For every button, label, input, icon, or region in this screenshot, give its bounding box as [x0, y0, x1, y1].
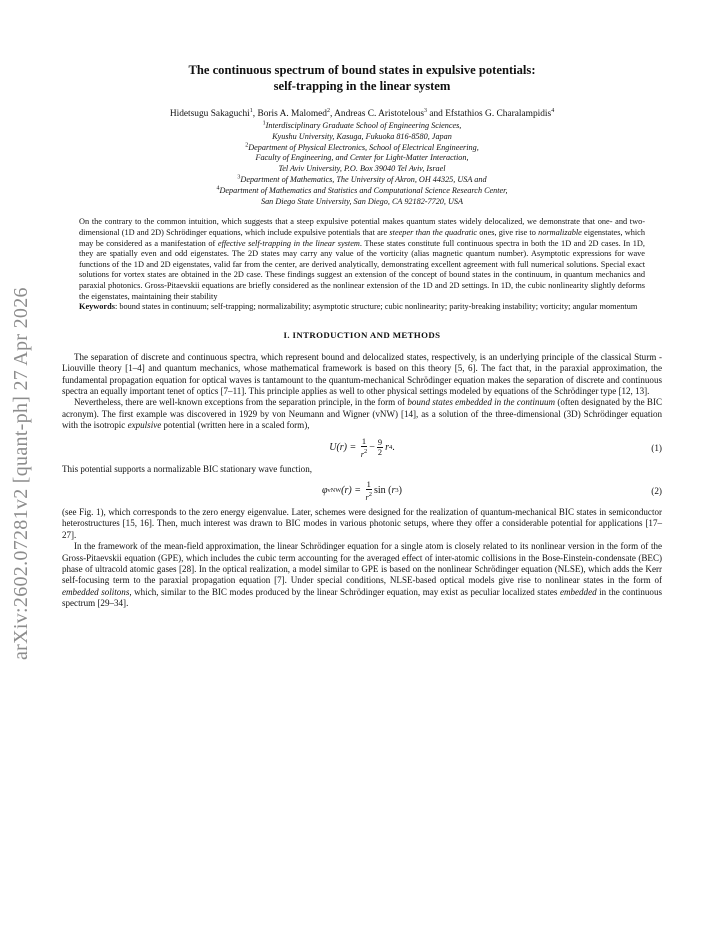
- abstract-text-1: On the contrary to the common intuition, which suggests that a steep expulsive potential makes quantum states widely delocalized, we demonstrate that one- and two-dimensional (1D and 2D) Schrödinger equations, which include expulsive potentials that are: [79, 217, 645, 237]
- affiliation-1-line-2: Kyushu University, Kasuga, Fukuoka 816-8580, Japan: [272, 131, 452, 141]
- eq2-close-paren: ): [398, 485, 403, 497]
- affiliations: [62, 121, 662, 207]
- equation-2: [62, 477, 662, 505]
- paragraph-3: This potential supports a normalizable BIC stationary wave function,: [62, 463, 312, 474]
- eq1-frac2-numerator: 9: [377, 438, 383, 448]
- paragraph-5-text-2: NLSE-based optical models give rise to nonlinear states in the form of: [389, 575, 663, 586]
- author-1: Hidetsugu Sakaguchi: [169, 109, 250, 119]
- author-2: , Boris A. Malomed: [252, 109, 327, 119]
- author-3-affil: 3: [423, 107, 427, 114]
- paper-page: [62, 62, 662, 610]
- eq1-frac1-den-var: r: [360, 449, 365, 459]
- affiliation-2-line-1: Department of Physical Electronics, School of Electrical Engineering,: [248, 142, 479, 152]
- eq1-minus: −: [369, 442, 375, 454]
- paragraph-2-emphasis-2: expulsive: [127, 420, 162, 431]
- eq2-frac-den-var: r: [365, 492, 369, 502]
- keywords: [79, 302, 645, 313]
- eq1-frac1-den-exp: 2: [364, 447, 368, 455]
- paragraph-2-emphasis-1: bound states embedded in the continuum: [407, 397, 556, 408]
- eq1-fraction-2: [377, 438, 383, 457]
- affiliation-2-marker: 2: [245, 141, 249, 148]
- affiliation-1-marker: 1: [262, 120, 266, 127]
- eq1-r: r: [385, 442, 390, 454]
- keywords-text: : bound states in continuum; self-trapping; normalizability; asymptotic structure; cubic nonlinearity; parity-breaking instability; vorticity; angular momentum: [114, 302, 638, 312]
- equation-2-number: (2): [651, 485, 662, 496]
- affiliation-2-line-2: Faculty of Engineering, and Center for Light-Matter Interaction,: [255, 153, 469, 163]
- title-line-1: The continuous spectrum of bound states in expulsive potentials:: [188, 63, 536, 77]
- eq2-fraction: [365, 480, 372, 502]
- author-3: , Andreas C. Aristotelous: [329, 109, 424, 119]
- author-1-affil: 1: [249, 107, 253, 114]
- affiliation-3: [62, 175, 662, 186]
- eq2-frac-den-exp: 2: [368, 491, 372, 499]
- affiliation-3-line-1: Department of Mathematics, The University of Akron, OH 44325, USA and: [240, 174, 487, 184]
- affiliation-4-line-2: San Diego State University, San Diego, CA 92182-7720, USA: [260, 196, 463, 206]
- abstract-emphasis-3: effective self-trapping in the linear system: [217, 238, 360, 248]
- arxiv-identifier: arXiv:2602.07281v2 [quant-ph] 27 Apr 2026: [10, 287, 32, 660]
- eq2-open-paren: (: [388, 485, 392, 497]
- author-4-affil: 4: [551, 107, 555, 114]
- eq1-lhs: U(r) =: [329, 442, 357, 454]
- equation-1-number: (1): [651, 442, 662, 453]
- title-line-2: self-trapping in the linear system: [273, 79, 451, 93]
- paragraph-5-text-3: , which, similar to the BIC modes produced by the linear Schrödinger equation, may exist as peculiar localized states: [129, 586, 560, 597]
- author-list: [62, 108, 662, 120]
- eq2-frac-denominator: [365, 490, 372, 502]
- eq1-frac1-numerator: 1: [361, 436, 367, 446]
- affiliation-1: [62, 121, 662, 132]
- eq2-sin: sin: [374, 485, 386, 497]
- affiliation-2-line-3: Tel Aviv University, P.O. Box 39040 Tel Aviv, Israel: [278, 164, 446, 174]
- affiliation-3-marker: 3: [237, 174, 241, 181]
- author-4: and Efstathios G. Charalampidis: [426, 109, 552, 119]
- paragraph-2-text-1: Nevertheless, there are well-known exceptions from the separation principle, in the form of: [74, 397, 408, 408]
- paragraph-1: The separation of discrete and continuous spectra, which represent bound and delocalized states, respectively, is an underlying principle of the classical Sturm - Liouville theory [1–4] and quantum mechanics, whose mathematical framework is based on this theory [5, 6]. The fact that, in the paraxial approximation, the fundamental propagation equation for optical waves is tantamount to the quantum-mechanical Schrödinger equation makes the separation of discrete and continuous spectra an equally important tenet of optics [7–11]. This principle applies as well to other physical settings modeled by equations of the Schrödinger type [12, 13].: [62, 351, 662, 396]
- abstract-emphasis-1: steeper than the quadratic: [389, 227, 478, 237]
- paragraph-5-text: In the framework of the mean-field approximation, the linear Schrödinger equation for a single atom is closely related to its nonlinear version in the form of the Gross-Pitaevskii equation (GPE), which includes the cubic term accounting for the averaged effect of inter-atomic collisions in the Bose-Einstein-condensate (BEC) phase of ultracold atomic gases [28]. In the optical realization, a model similar to GPE is based on the nonlinear Schrödinger equation (NLSE), which adds the Kerr self-focusing term to the paraxial propagation equation [7]. Under special conditions,: [62, 541, 662, 586]
- eq2-phi-subscript: vNW: [327, 487, 342, 495]
- eq1-r-exp: 4: [389, 444, 393, 452]
- eq1-frac1-denominator: [361, 447, 368, 459]
- affiliation-1-line-1: Interdisciplinary Graduate School of Engineering Sciences,: [265, 121, 462, 130]
- eq1-fraction-1: [361, 437, 368, 459]
- section-heading: I. INTRODUCTION AND METHODS: [283, 329, 441, 340]
- author-2-affil: 2: [326, 107, 330, 114]
- abstract: [79, 217, 645, 302]
- affiliation-4-line-1: Department of Mathematics and Statistics and Computational Science Research Center,: [219, 185, 508, 195]
- paragraph-2-text-2: (often designated by the BIC acronym). The first example was discovered in 1929 by von Neumann and Wigner (vNW) [14], as a solution of the three-dimensional (3D) Schrödinger equation with the isotropic: [62, 397, 662, 431]
- eq2-arg-var: r: [391, 485, 396, 497]
- affiliation-4: [62, 186, 662, 197]
- abstract-emphasis-2: normalizable: [538, 227, 582, 237]
- abstract-text-2: ones, give rise to: [477, 227, 539, 237]
- affiliation-2: [62, 143, 662, 154]
- paragraph-2-text-3: potential (written here in a scaled form),: [161, 420, 310, 431]
- affiliation-4-marker: 4: [216, 185, 220, 192]
- paragraph-5-text-4: in the continuous spectrum [29–34].: [62, 586, 662, 609]
- paragraph-4: (see Fig. 1), which corresponds to the zero energy eigenvalue. Later, schemes were designed for the realization of quantum-mechanical BIC states in semiconductor heterostructures [15, 16]. Then, much interest was drawn to BIC modes in various photonic setups, where they offer a considerable potential for applications [17–27].: [62, 506, 662, 540]
- eq2-phi: φ: [321, 485, 328, 497]
- abstract-text-3: eigenstates, which may be considered as a manifestation of: [79, 227, 645, 248]
- eq2-frac-numerator: 1: [366, 480, 371, 490]
- eq1-frac2-denominator: 2: [377, 448, 383, 458]
- paragraph-2: [62, 397, 662, 431]
- eq2-lhs: (r) =: [341, 485, 361, 497]
- paragraph-5-emphasis-1: embedded solitons: [62, 586, 130, 597]
- paragraph-5: [62, 541, 662, 609]
- eq1-period: .: [392, 442, 395, 454]
- abstract-text-4: . These states constitute full continuous spectra in both the 1D and 2D cases. In 1D, they are spatially even and odd eigenstates. The 2D states may carry any value of the vorticity (alias magnetic quantum number). Asymptotic expressions for wave functions of the 1D and 2D eigenstates, valid far from the center, are derived analytically, demonstrating excellent agreement with full numerical solutions. Special exact solutions for vortex states are obtained in the 2D case. These findings suggest an extension of the concept of bound states in the continuum, in quantum mechanics and paraxial photonics. Gross-Pitaevskii equations are briefly considered as the nonlinear extension of the 1D and 2D settings. In 1D, the cubic nonlinearity slightly deforms the eigenstates, maintaining their stability: [79, 238, 645, 301]
- eq2-arg-exp: 3: [395, 487, 399, 495]
- paragraph-5-emphasis-2: embedded: [559, 586, 597, 597]
- paper-title: [62, 62, 662, 94]
- equation-1: [62, 434, 662, 462]
- keywords-label: Keywords: [79, 302, 115, 312]
